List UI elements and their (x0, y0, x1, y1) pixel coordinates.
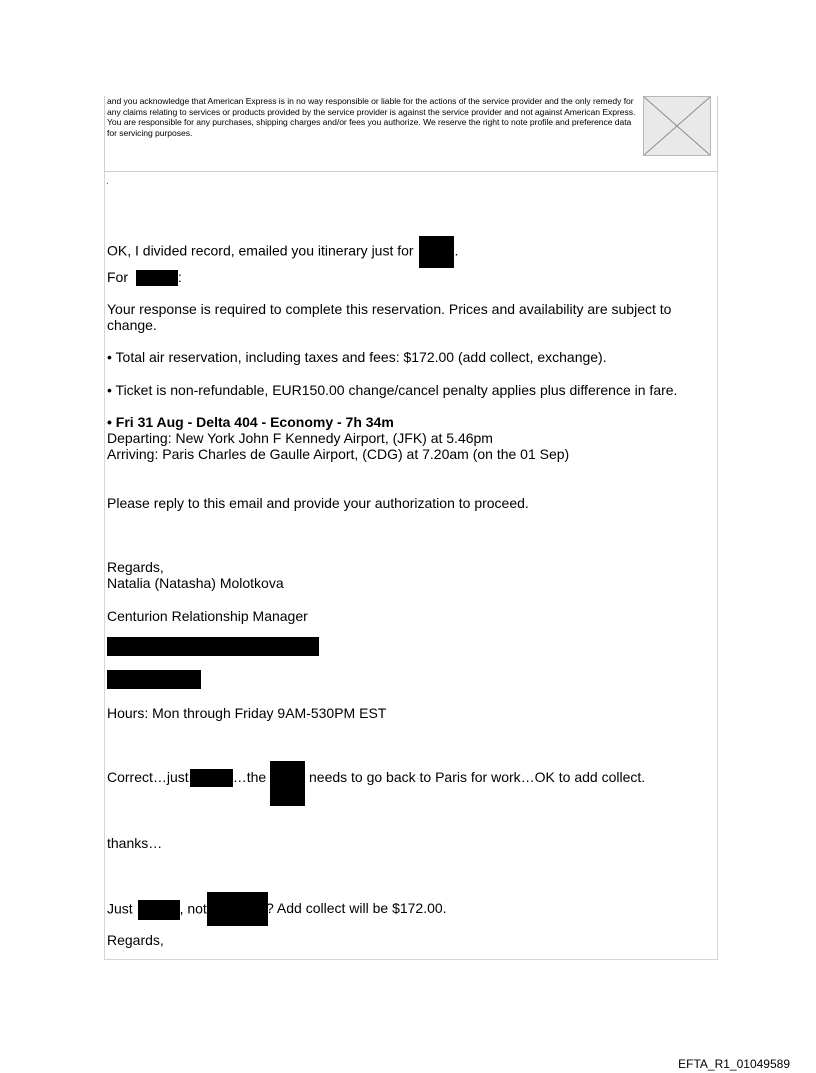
signature-name: Natalia (Natasha) Molotkova (107, 575, 284, 591)
for-colon: : (177, 269, 182, 285)
broken-image-placeholder (643, 96, 711, 156)
email-frame (104, 96, 718, 960)
reply-divided-text: OK, I divided record, emailed you itinerary just for (107, 242, 414, 259)
redaction-bar (419, 236, 454, 268)
reply-just-part2: , not (179, 900, 207, 917)
signature-regards: Regards, (107, 559, 164, 575)
redaction-bar (190, 769, 233, 787)
flight-departing: Departing: New York John F Kennedy Airport, (JFK) at 5.46pm (107, 430, 493, 446)
document-id-footer: EFTA_R1_01049589 (678, 1057, 790, 1071)
regards-end: Regards, (107, 932, 164, 948)
flight-header: • Fri 31 Aug - Delta 404 - Economy - 7h 34m (107, 414, 394, 430)
response-required-text: Your response is required to complete this reservation. Prices and availability are subject to change. (107, 301, 672, 333)
broken-image-icon (644, 97, 710, 155)
redaction-bar (270, 761, 305, 806)
redaction-bar (107, 637, 319, 656)
redaction-bar (207, 892, 268, 926)
reply-divided-record (107, 236, 458, 268)
reply-correct (107, 769, 266, 787)
for-label: For (107, 269, 128, 285)
bullet-total-air: • Total air reservation, including taxes and fees: $172.00 (add collect, exchange). (107, 349, 607, 365)
reply-just-part1: Just (107, 900, 133, 917)
reply-just (107, 900, 207, 920)
reply-correct-part3: needs to go back to Paris for work…OK to add collect. (309, 769, 646, 785)
disclaimer-text: and you acknowledge that American Express is in no way responsible or liable for the actions of the service provider and the only remedy for any claims relating to services or products provided by the service provider is against the service provider and not against American Express. You are responsible for any purchases, shipping charges and/or fees you authorize. We reserve the right to note profile and preference data for servicing purposes. (107, 96, 636, 138)
stray-dot: . (106, 176, 109, 187)
thanks-text: thanks… (107, 835, 163, 851)
signature-title: Centurion Relationship Manager (107, 608, 308, 624)
for-line (107, 269, 182, 286)
reply-just-part3: ? Add collect will be $172.00. (266, 900, 447, 916)
reply-divided-end: . (454, 242, 459, 259)
reply-correct-part2: …the (232, 769, 267, 785)
flight-arriving: Arriving: Paris Charles de Gaulle Airport, (CDG) at 7.20am (on the 01 Sep) (107, 446, 570, 462)
please-reply-text: Please reply to this email and provide your authorization to proceed. (107, 495, 529, 511)
redaction-bar (136, 270, 178, 286)
signature-hours: Hours: Mon through Friday 9AM-530PM EST (107, 705, 387, 721)
reply-correct-part1: Correct…just (107, 769, 189, 785)
bullet-ticket-penalty: • Ticket is non-refundable, EUR150.00 change/cancel penalty applies plus difference in fare. (107, 382, 678, 398)
redaction-bar (107, 670, 201, 689)
redaction-bar (138, 900, 180, 920)
